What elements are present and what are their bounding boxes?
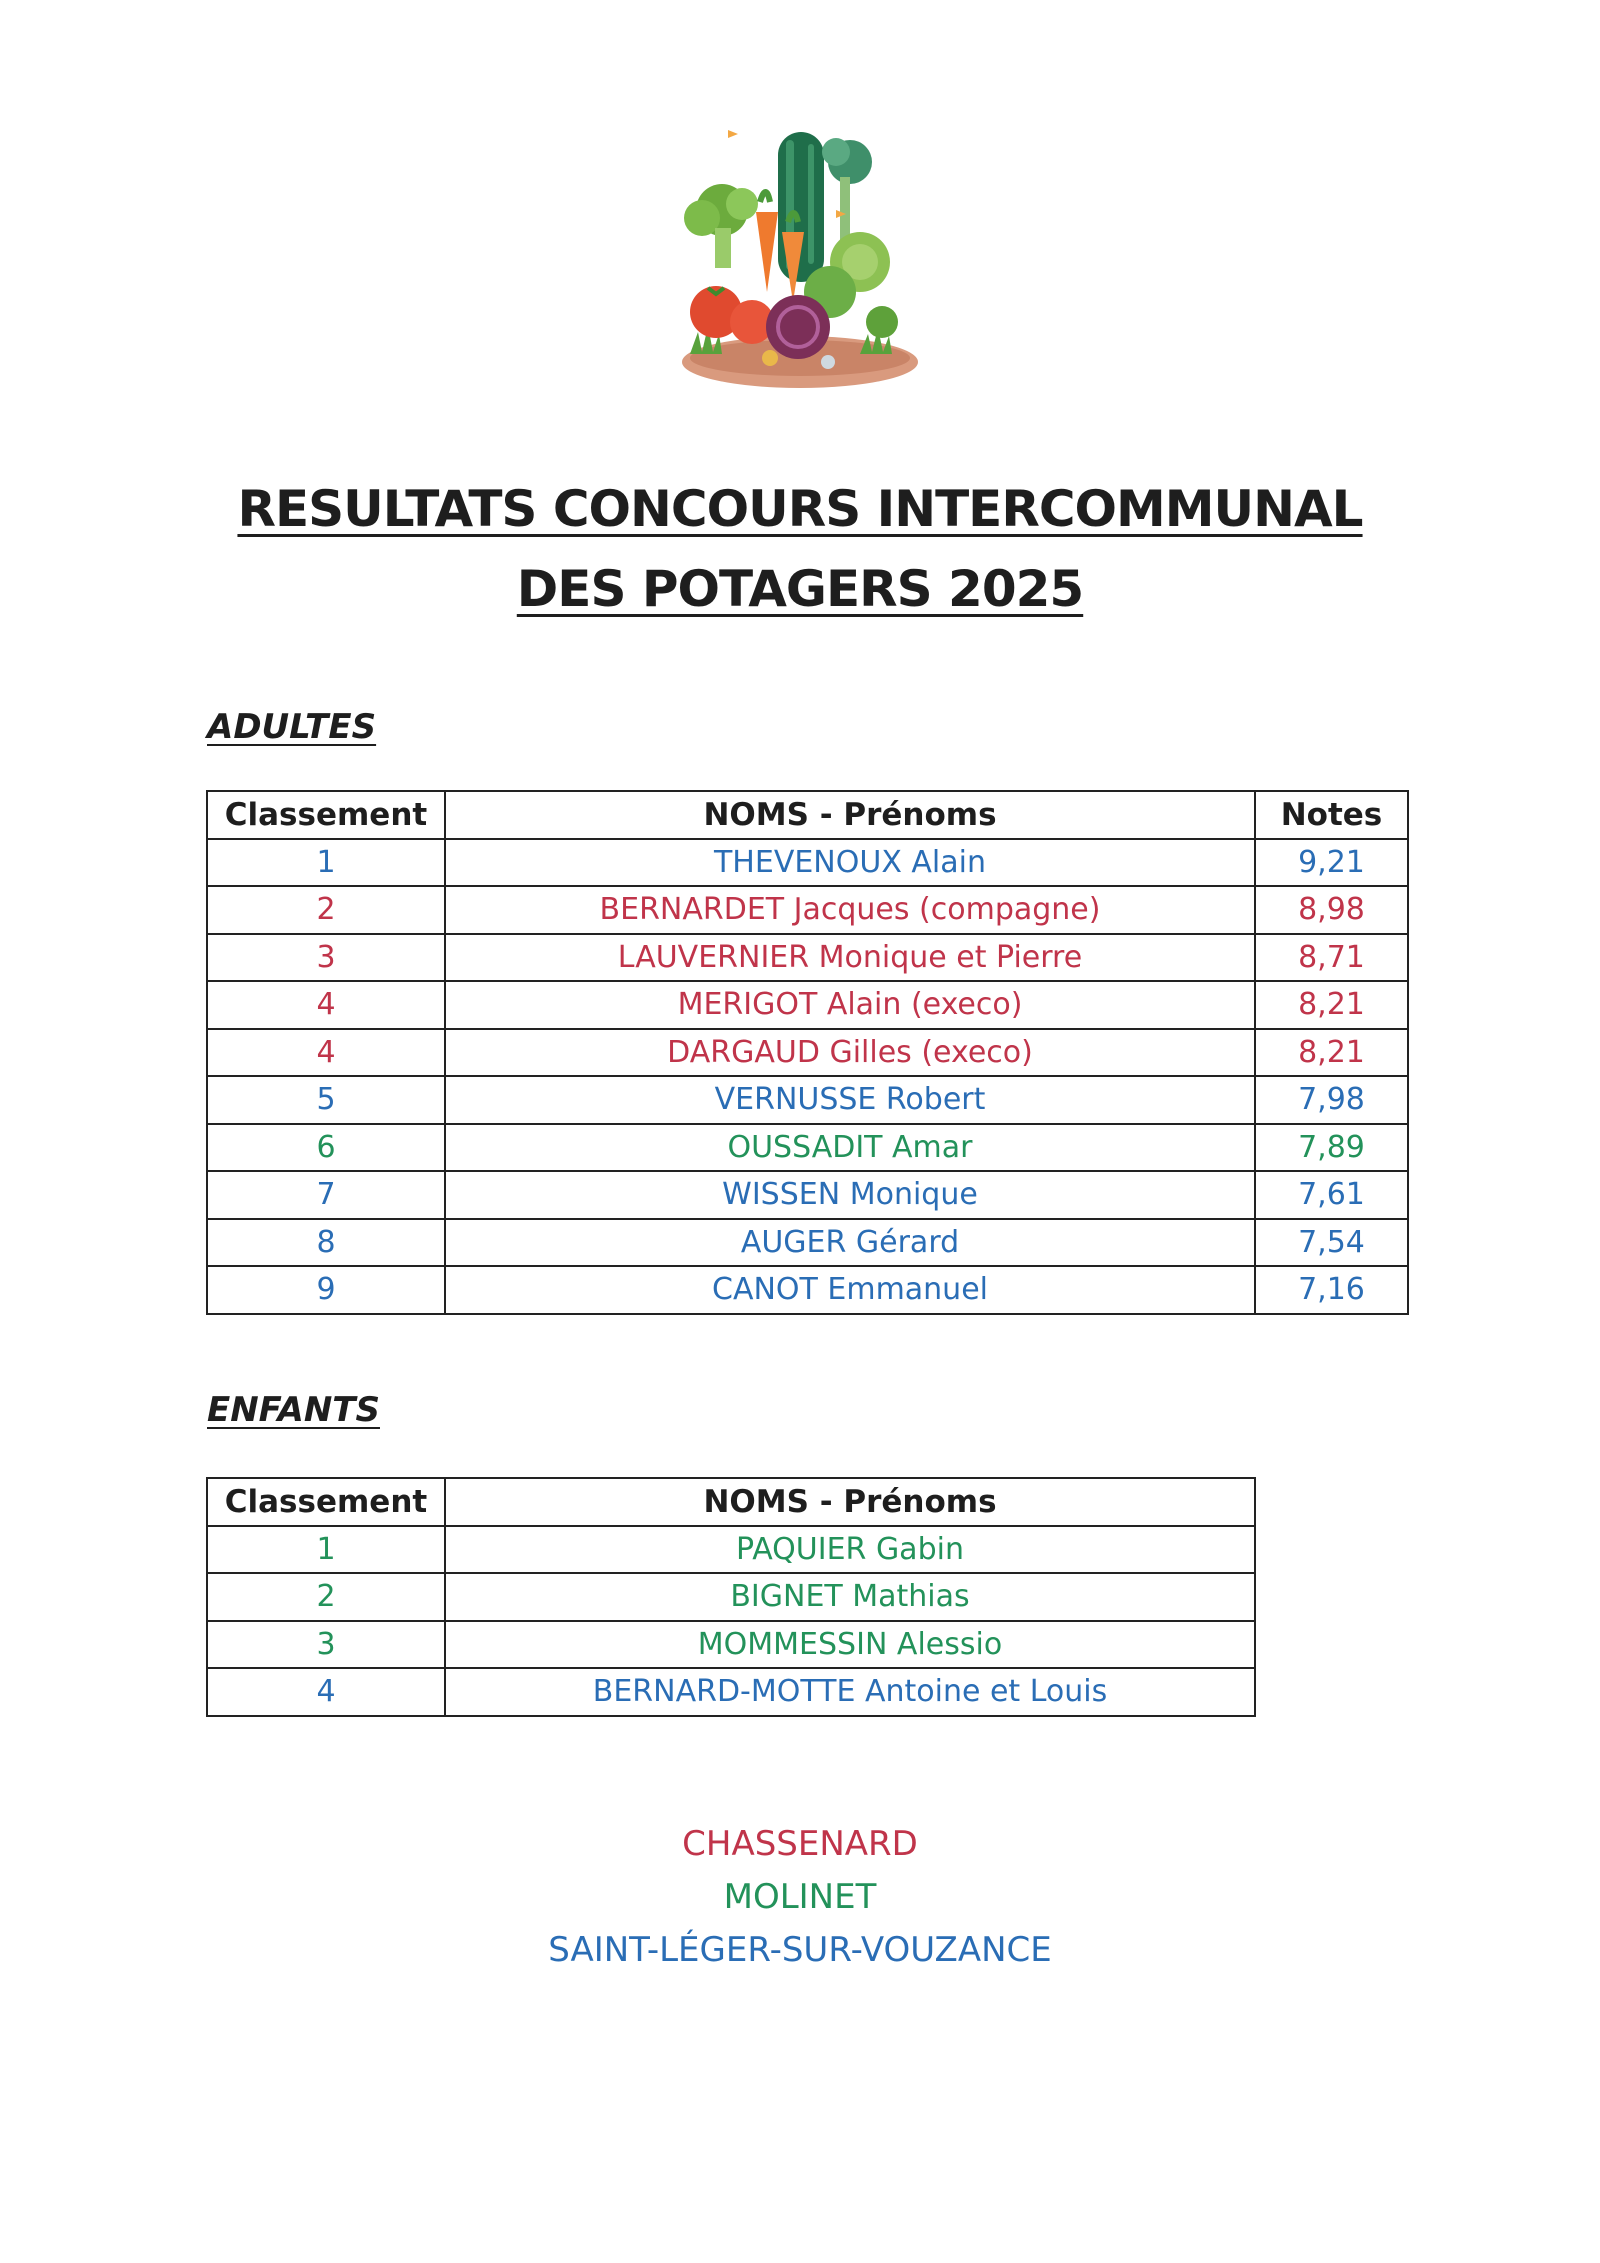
note-cell: 7,98 (1255, 1076, 1408, 1124)
enfants-heading: ENFANTS (207, 1390, 380, 1430)
document-title-line1: RESULTATS CONCOURS INTERCOMMUNAL (237, 480, 1363, 538)
name-cell: BERNARDET Jacques (compagne) (445, 886, 1255, 934)
table-row (207, 1266, 1408, 1314)
note-cell: 7,16 (1255, 1266, 1408, 1314)
name-cell: BIGNET Mathias (445, 1573, 1255, 1621)
table-row (207, 1668, 1255, 1716)
rank-cell: 4 (207, 1029, 445, 1077)
table-row (207, 1171, 1408, 1219)
enfants-results-table (206, 1477, 1256, 1717)
commune-saint-leger-sur-vouzance: SAINT-LÉGER-SUR-VOUZANCE (548, 1930, 1052, 1970)
name-cell: THEVENOUX Alain (445, 839, 1255, 887)
name-cell: BERNARD-MOTTE Antoine et Louis (445, 1668, 1255, 1716)
rank-cell: 7 (207, 1171, 445, 1219)
name-cell: OUSSADIT Amar (445, 1124, 1255, 1172)
column-header-classement: Classement (207, 791, 445, 839)
note-cell: 8,21 (1255, 981, 1408, 1029)
commune-molinet: MOLINET (723, 1877, 877, 1917)
note-cell: 8,21 (1255, 1029, 1408, 1077)
name-cell: AUGER Gérard (445, 1219, 1255, 1267)
rank-cell: 8 (207, 1219, 445, 1267)
name-cell: PAQUIER Gabin (445, 1526, 1255, 1574)
vegetable-garden-illustration-icon (660, 122, 930, 392)
table-row (207, 934, 1408, 982)
note-cell: 7,89 (1255, 1124, 1408, 1172)
rank-cell: 9 (207, 1266, 445, 1314)
table-row (207, 981, 1408, 1029)
table-row (207, 1076, 1408, 1124)
rank-cell: 1 (207, 1526, 445, 1574)
rank-cell: 3 (207, 1621, 445, 1669)
name-cell: MERIGOT Alain (execo) (445, 981, 1255, 1029)
rank-cell: 1 (207, 839, 445, 887)
name-cell: WISSEN Monique (445, 1171, 1255, 1219)
column-header-noms: NOMS - Prénoms (445, 1478, 1255, 1526)
name-cell: CANOT Emmanuel (445, 1266, 1255, 1314)
adultes-heading: ADULTES (207, 707, 377, 747)
table-row (207, 1573, 1255, 1621)
column-header-noms: NOMS - Prénoms (445, 791, 1255, 839)
table-row (207, 839, 1408, 887)
note-cell: 8,71 (1255, 934, 1408, 982)
column-header-notes: Notes (1255, 791, 1408, 839)
note-cell: 9,21 (1255, 839, 1408, 887)
table-row (207, 1621, 1255, 1669)
document-title-line2: DES POTAGERS 2025 (516, 560, 1084, 618)
table-header-row (207, 791, 1408, 839)
name-cell: MOMMESSIN Alessio (445, 1621, 1255, 1669)
table-row (207, 1526, 1255, 1574)
name-cell: DARGAUD Gilles (execo) (445, 1029, 1255, 1077)
name-cell: VERNUSSE Robert (445, 1076, 1255, 1124)
rank-cell: 5 (207, 1076, 445, 1124)
rank-cell: 2 (207, 886, 445, 934)
table-header-row (207, 1478, 1255, 1526)
name-cell: LAUVERNIER Monique et Pierre (445, 934, 1255, 982)
note-cell: 8,98 (1255, 886, 1408, 934)
rank-cell: 4 (207, 1668, 445, 1716)
table-row (207, 1124, 1408, 1172)
rank-cell: 4 (207, 981, 445, 1029)
column-header-classement: Classement (207, 1478, 445, 1526)
rank-cell: 3 (207, 934, 445, 982)
note-cell: 7,54 (1255, 1219, 1408, 1267)
rank-cell: 2 (207, 1573, 445, 1621)
rank-cell: 6 (207, 1124, 445, 1172)
note-cell: 7,61 (1255, 1171, 1408, 1219)
commune-chassenard: CHASSENARD (682, 1824, 918, 1864)
adultes-results-table (206, 790, 1409, 1315)
table-row (207, 886, 1408, 934)
table-row (207, 1029, 1408, 1077)
table-row (207, 1219, 1408, 1267)
